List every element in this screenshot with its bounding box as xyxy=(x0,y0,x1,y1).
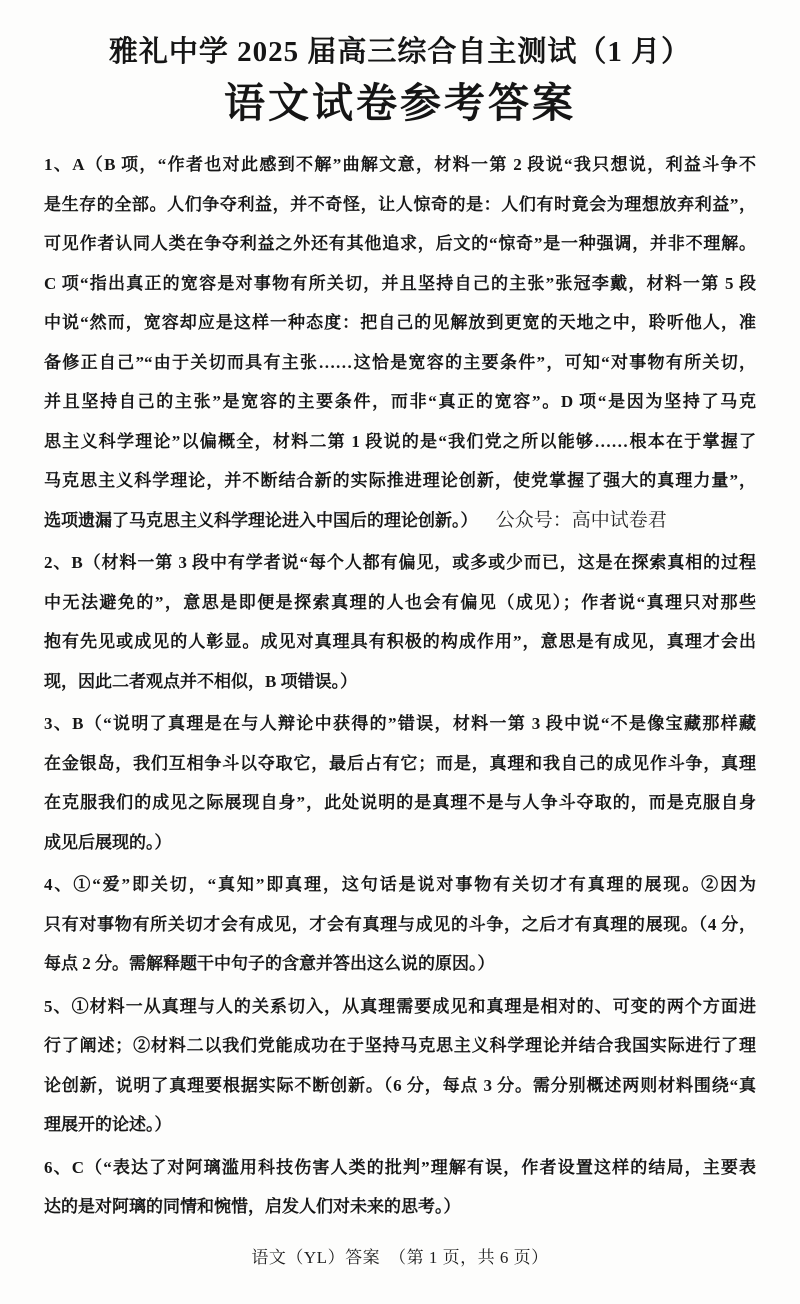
answer-line: 只有对事物有所关切才会有成见，才会有真理与成见的斗争，之后才有真理的展现。（4 分， xyxy=(44,914,756,934)
answer-line: 是生存的全部。人们争夺利益，并不奇怪，让人惊奇的是：人们有时竟会为理想放弃利益”， xyxy=(44,194,756,214)
exam-title: 雅礼中学 2025 届高三综合自主测试（1 月） xyxy=(108,36,692,68)
answer-line: 可见作者认同人类在争夺利益之外还有其他追求，后文的“惊奇”是一种强调，并非不理解。 xyxy=(44,234,756,253)
answer-paragraph-3 xyxy=(44,704,756,862)
answer-paragraph-4 xyxy=(44,865,756,984)
answer-paragraph-5 xyxy=(44,987,756,1145)
answer-line: 理展开的论述。） xyxy=(44,1115,172,1134)
answer-line: 在克服我们的成见之际展现自身”，此处说明的是真理不是与人争斗夺取的，而是克服自身 xyxy=(44,793,756,812)
answer-line: 3、B（“说明了真理是在与人辩论中获得的”错误，材料一第 3 段中说“不是像宝藏那样藏 xyxy=(44,714,756,733)
answer-line: 每点 2 分。需解释题干中句子的含意并答出这么说的原因。） xyxy=(44,954,495,973)
answer-line: 在金银岛，我们互相争斗以夺取它，最后占有它；而是，真理和我自己的成见作斗争，真理 xyxy=(44,753,756,773)
answer-line: 备修正自己”“由于关切而具有主张……这恰是宽容的主要条件”，可知“对事物有所关切， xyxy=(44,352,756,372)
answer-line: 中无法避免的”，意思是即便是探索真理的人也会有偏见（成见）；作者说“真理只对那些 xyxy=(44,592,756,612)
answer-line: 抱有先见或成见的人彰显。成见对真理具有积极的构成作用”，意思是有成见，真理才会出 xyxy=(44,632,756,651)
answer-line: 2、B（材料一第 3 段中有学者说“每个人都有偏见，或多或少而已，这是在探索真相的过程 xyxy=(44,553,756,572)
answer-line: 达的是对阿璃的同情和惋惜，启发人们对未来的思考。） xyxy=(44,1197,461,1216)
answer-line: 马克思主义科学理论，并不断结合新的实际推进理论创新，使党掌握了强大的真理力量”， xyxy=(44,471,756,490)
answer-line: 现，因此二者观点并不相似，B 项错误。） xyxy=(44,671,358,691)
answer-line: 4、①“爱”即关切，“真知”即真理，这句话是说对事物有关切才有真理的展现。②因为 xyxy=(44,875,756,894)
answer-line xyxy=(44,501,756,541)
answer-line: 5、①材料一从真理与人的关系切入，从真理需要成见和真理是相对的、可变的两个方面进 xyxy=(44,996,756,1016)
answer-line: 成见后展现的。） xyxy=(44,832,172,852)
answer-line-text: 选项遗漏了马克思主义科学理论进入中国后的理论创新。） xyxy=(44,510,478,530)
answers-section xyxy=(44,145,756,1227)
answer-paragraph-6 xyxy=(44,1148,756,1227)
answer-line: 中说“然而，宽容却应是这样一种态度：把自己的见解放到更宽的天地之中，聆听他人，准 xyxy=(44,313,756,332)
answer-paragraph-2 xyxy=(44,543,756,701)
answer-line: 1、A（B 项，“作者也对此感到不解”曲解文意，材料一第 2 段说“我只想说，利益斗争不 xyxy=(44,155,756,174)
page-footer: 语文（YL）答案 （第 1 页，共 6 页） xyxy=(251,1248,549,1267)
answer-line: 并且坚持自己的主张”是宽容的主要条件，而非“真正的宽容”。D 项“是因为坚持了马克 xyxy=(44,392,756,411)
answer-line: 论创新，说明了真理要根据实际不断创新。（6 分，每点 3 分。需分别概述两则材料围绕“真 xyxy=(44,1075,756,1095)
answer-line: C 项“指出真正的宽容是对事物有所关切，并且坚持自己的主张”张冠李戴，材料一第 5 段 xyxy=(44,273,756,293)
answer-line: 6、C（“表达了对阿璃滥用科技伤害人类的批判”理解有误，作者设置这样的结局，主要表 xyxy=(44,1157,756,1177)
watermark-note: 公众号：高中试卷君 xyxy=(495,509,667,531)
answer-line: 行了阐述；②材料二以我们党能成功在于坚持马克思主义科学理论并结合我国实际进行了理 xyxy=(44,1036,756,1055)
answer-key-title: 语文试卷参考答案 xyxy=(224,80,576,126)
answer-line: 思主义科学理论”以偏概全，材料二第 1 段说的是“我们党之所以能够……根本在于掌握了 xyxy=(44,431,756,451)
answer-paragraph-1 xyxy=(44,145,756,540)
